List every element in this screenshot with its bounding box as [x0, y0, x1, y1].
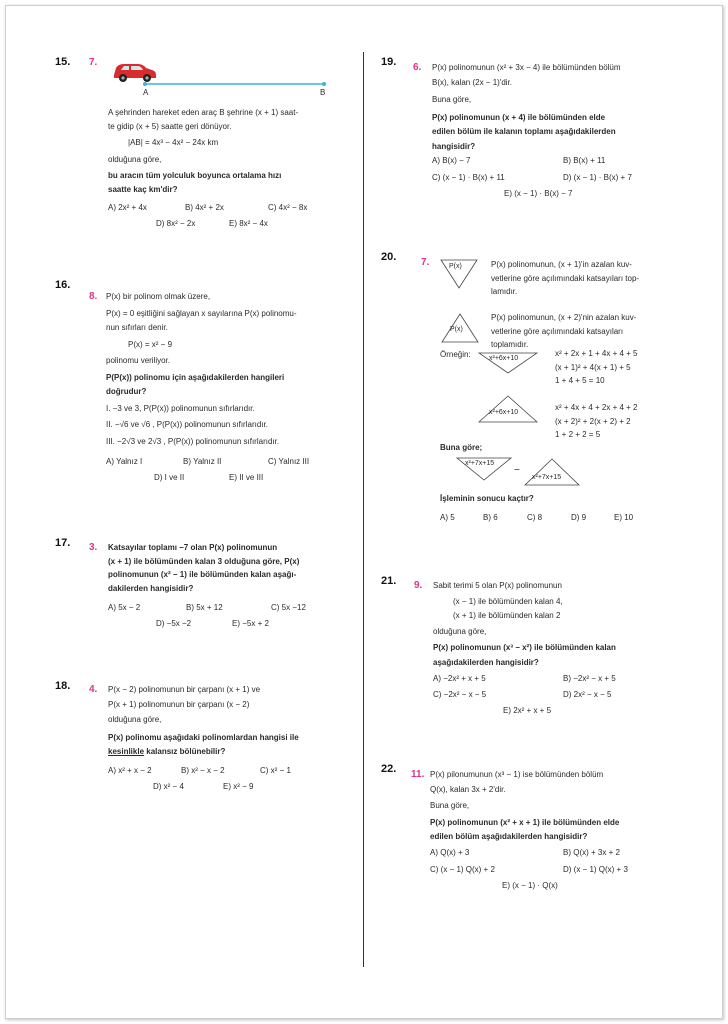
q15-question-2: saatte kaç km'dir?	[108, 184, 178, 194]
q20-def-2-line-1: P(x) polinomunun, (x + 2)'nin azalan kuv-	[491, 313, 637, 322]
q15-option-c[interactable]: C) 4x² − 8x	[268, 203, 308, 212]
q17-question-1: Katsayılar toplamı −7 olan P(x) polinomunun	[108, 543, 278, 552]
q21-text-1: Sabit terimi 5 olan P(x) polinomunun	[433, 581, 562, 590]
q18-option-b[interactable]: B) x² − x − 2	[181, 766, 225, 775]
distance-line	[140, 80, 330, 90]
example-label: Örneğin:	[440, 350, 471, 359]
q22-text-2: Q(x), kalan 3x + 2'dir.	[430, 784, 506, 794]
example-2-steps	[555, 401, 638, 442]
q18-option-a[interactable]: A) x² + x − 2	[108, 766, 152, 775]
question-number-22: 22.	[381, 763, 397, 775]
triangle-down-label: P(x)	[449, 263, 462, 270]
operand-up-triangle-icon	[524, 458, 580, 486]
q20-def-2-line-3: toplamıdır.	[491, 340, 529, 349]
question-15-body	[108, 106, 298, 196]
question-index-19: 6.	[413, 62, 422, 73]
q17-question-4: dakilerden hangisidir?	[108, 583, 194, 593]
q19-option-d[interactable]: D) (x − 1) · B(x) + 7	[563, 173, 632, 182]
q18-text-3: olduğuna göre,	[108, 715, 162, 724]
q15-option-d[interactable]: D) 8x² − 2x	[156, 219, 196, 228]
q19-text-1: P(x) polinomunun (x² + 3x − 4) ile bölümünden bölüm	[432, 63, 621, 72]
q19-option-e[interactable]: E) (x − 1) · B(x) − 7	[504, 189, 573, 198]
question-number-19: 19.	[381, 56, 397, 68]
q17-option-e[interactable]: E) −5x + 2	[232, 619, 269, 628]
q22-question-1: P(x) polinomunun (x² + x + 1) ile bölümünden elde	[430, 817, 620, 827]
q22-question-2: edilen bölüm aşağıdakilerden hangisidir?	[430, 832, 588, 841]
q19-option-a[interactable]: A) B(x) − 7	[432, 156, 471, 165]
q20-def-2	[491, 311, 636, 352]
q18-keyword: kesinlikle	[108, 747, 145, 756]
example-1-step-1: x² + 2x + 1 + 4x + 4 + 5	[555, 349, 638, 358]
q19-question-2: edilen bölüm ile kalanın toplamı aşağıdakilerden	[432, 127, 616, 136]
q18-option-c[interactable]: C) x² − 1	[260, 766, 291, 775]
q20-option-e[interactable]: E) 10	[614, 513, 634, 522]
q18-text-2: P(x + 1) polinomunun bir çarpanı (x − 2)	[108, 699, 250, 709]
q16-text-3: nun sıfırları denir.	[106, 323, 168, 332]
example-1-step-2: (x + 1)² + 4(x + 1) + 5	[555, 362, 631, 372]
triangle-up-label: P(x)	[450, 326, 463, 333]
q22-option-a[interactable]: A) Q(x) + 3	[430, 848, 470, 857]
q22-option-e[interactable]: E) (x − 1) · Q(x)	[502, 881, 558, 890]
q15-equation: |AB| = 4x³ − 4x² − 24x km	[128, 138, 219, 147]
q20-def-2-line-2: vetlerine göre açılımındaki katsayıları	[491, 326, 624, 336]
question-index-15: 7.	[89, 57, 98, 68]
question-index-22: 11.	[411, 769, 425, 780]
q17-option-b[interactable]: B) 5x + 12	[186, 603, 223, 612]
example-1-steps	[555, 347, 638, 388]
example-2-step-2: (x + 2)² + 2(x + 2) + 2	[555, 416, 631, 426]
q20-option-b[interactable]: B) 6	[483, 513, 498, 522]
q20-option-a[interactable]: A) 5	[440, 513, 455, 522]
q20-question: İşleminin sonucu kaçtır?	[440, 494, 534, 503]
question-21-body	[433, 579, 616, 670]
q21-option-e[interactable]: E) 2x² + x + 5	[503, 706, 552, 715]
q21-option-c[interactable]: C) −2x² − x − 5	[433, 690, 487, 699]
point-a-label: A	[143, 88, 149, 97]
q19-question-1: P(x) polinomunun (x + 4) ile bölümünden elde	[432, 112, 606, 122]
q18-text-1: P(x − 2) polinomunun bir çarpanı (x + 1) ve	[108, 685, 261, 694]
q16-item-1: I. −3 ve 3, P(P(x)) polinomunun sıfırlarıdır.	[106, 403, 255, 413]
question-index-21: 9.	[414, 580, 423, 591]
example-2-triangle-text: x²+6x+10	[489, 409, 519, 416]
q16-question-1: P(P(x)) polinomu için aşağıdakilerden hangileri	[106, 372, 285, 382]
q17-option-d[interactable]: D) −5x −2	[156, 619, 192, 628]
question-number-20: 20.	[381, 251, 397, 263]
question-17-body	[108, 541, 299, 595]
q18-option-d[interactable]: D) x² − 4	[153, 782, 184, 791]
q15-option-a[interactable]: A) 2x² + 4x	[108, 203, 147, 212]
q20-def-1	[491, 258, 639, 299]
q21-question-2: aşağıdakilerden hangisidir?	[433, 657, 539, 667]
q20-option-d[interactable]: D) 9	[571, 513, 587, 522]
q19-text-2: B(x), kalan (2x − 1)'dir.	[432, 77, 512, 87]
q21-question-1: P(x) polinomunun (x³ − x²) ile bölümünden kalan	[433, 643, 616, 652]
example-1-triangle-text: x²+6x+10	[489, 355, 519, 362]
q18-question-2: kalansız bölünebilir?	[144, 747, 226, 756]
question-index-16: 8.	[89, 291, 98, 302]
q21-option-d[interactable]: D) 2x² − x − 5	[563, 690, 612, 699]
q17-option-a[interactable]: A) 5x − 2	[108, 603, 141, 612]
q16-text-4: P(x) = x² − 9	[128, 339, 173, 349]
q15-option-b[interactable]: B) 4x² + 2x	[185, 203, 224, 212]
q16-option-d[interactable]: D) I ve II	[154, 473, 185, 482]
q15-text-1: A şehrinden hareket eden araç B şehrine (x + 1) saat-	[108, 108, 299, 117]
q20-option-c[interactable]: C) 8	[527, 513, 543, 522]
q20-def-1-line-2: vetlerine göre açılımındaki katsayıları top-	[491, 273, 640, 283]
q21-text-3: (x + 1) ile bölümünden kalan 2	[453, 611, 561, 620]
q20-lead: Buna göre;	[440, 443, 483, 452]
q18-option-e[interactable]: E) x² − 9	[223, 782, 254, 791]
minus-sign: −	[514, 465, 520, 476]
q19-question-3: hangisidir?	[432, 141, 476, 151]
example-2-step-1: x² + 4x + 4 + 2x + 4 + 2	[555, 403, 638, 412]
question-index-20: 7.	[421, 257, 430, 268]
q22-text-3: Buna göre,	[430, 801, 470, 810]
q15-option-e[interactable]: E) 8x² − 4x	[229, 219, 268, 228]
q22-option-d[interactable]: D) (x − 1) Q(x) + 3	[563, 865, 628, 874]
q16-question-2: doğrudur?	[106, 387, 147, 396]
q16-item-2: II. −√6 ve √6 , P(P(x)) polinomunun sıfırlarıdır.	[106, 420, 268, 429]
question-index-18: 4.	[89, 684, 98, 695]
q16-item-3: III. −2√3 ve 2√3 , P(P(x)) polinomunun sıfırlarıdır.	[106, 436, 280, 446]
question-number-18: 18.	[55, 680, 71, 692]
q19-option-c[interactable]: C) (x − 1) · B(x) + 11	[432, 173, 505, 182]
q16-option-c[interactable]: C) Yalnız III	[268, 457, 310, 466]
example-2-step-3: 1 + 2 + 2 = 5	[555, 430, 601, 439]
q16-option-a[interactable]: A) Yalnız I	[106, 457, 143, 466]
q16-text-2: P(x) = 0 eşitliğini sağlayan x sayılarına P(x) polinomu-	[106, 308, 297, 318]
question-22-body	[430, 768, 619, 845]
question-number-15: 15.	[55, 56, 71, 68]
q15-question-1: bu aracın tüm yolculuk boyunca ortalama hızı	[108, 171, 282, 180]
q19-option-b[interactable]: B) B(x) + 11	[563, 156, 606, 165]
q16-text-1: P(x) bir polinom olmak üzere,	[106, 292, 211, 301]
q17-option-c[interactable]: C) 5x −12	[271, 603, 306, 612]
column-divider	[363, 52, 364, 967]
q21-option-a[interactable]: A) −2x² + x + 5	[433, 674, 486, 683]
question-18-body	[108, 683, 299, 760]
operand-2-text: x²+7x+15	[532, 474, 562, 481]
question-number-16: 16.	[55, 279, 71, 291]
q20-def-1-line-1: P(x) polinomunun, (x + 1)'in azalan kuv-	[491, 260, 632, 269]
q20-def-1-line-3: lamıdır.	[491, 287, 518, 296]
q18-question-1: P(x) polinomu aşağıdaki polinomlardan hangisi ile	[108, 732, 299, 742]
question-number-21: 21.	[381, 575, 397, 587]
q16-option-b[interactable]: B) Yalnız II	[183, 457, 222, 466]
q21-text-2: (x − 1) ile bölümünden kalan 4,	[453, 596, 563, 606]
q19-text-3: Buna göre,	[432, 95, 472, 104]
q15-text-3: olduğuna göre,	[108, 154, 162, 164]
operand-1-text: x²+7x+15	[465, 460, 495, 467]
q22-option-c[interactable]: C) (x − 1) Q(x) + 2	[430, 865, 495, 874]
q17-question-3: polinomunun (x² − 1) ile bölümünden kalan aşağı-	[108, 570, 297, 579]
q15-text-2: te gidip (x + 5) saatte geri dönüyor.	[108, 121, 232, 131]
question-16-body	[106, 290, 297, 449]
q17-question-2: (x + 1) ile bölümünden kalan 3 olduğuna göre, P(x)	[108, 556, 300, 566]
q22-text-1: P(x) pilonumunun (x³ − 1) ise bölümünden bölüm	[430, 770, 604, 779]
q21-text-4: olduğuna göre,	[433, 626, 487, 636]
q22-option-b[interactable]: B) Q(x) + 3x + 2	[563, 848, 620, 857]
example-1-step-3: 1 + 4 + 5 = 10	[555, 376, 605, 385]
point-b-label: B	[320, 88, 326, 97]
question-index-17: 3.	[89, 542, 98, 553]
q21-option-b[interactable]: B) −2x² − x + 5	[563, 674, 616, 683]
question-19-body	[432, 61, 621, 154]
question-number-17: 17.	[55, 537, 71, 549]
q16-text-5: polinomu veriliyor.	[106, 356, 171, 365]
q16-option-e[interactable]: E) II ve III	[229, 473, 264, 482]
